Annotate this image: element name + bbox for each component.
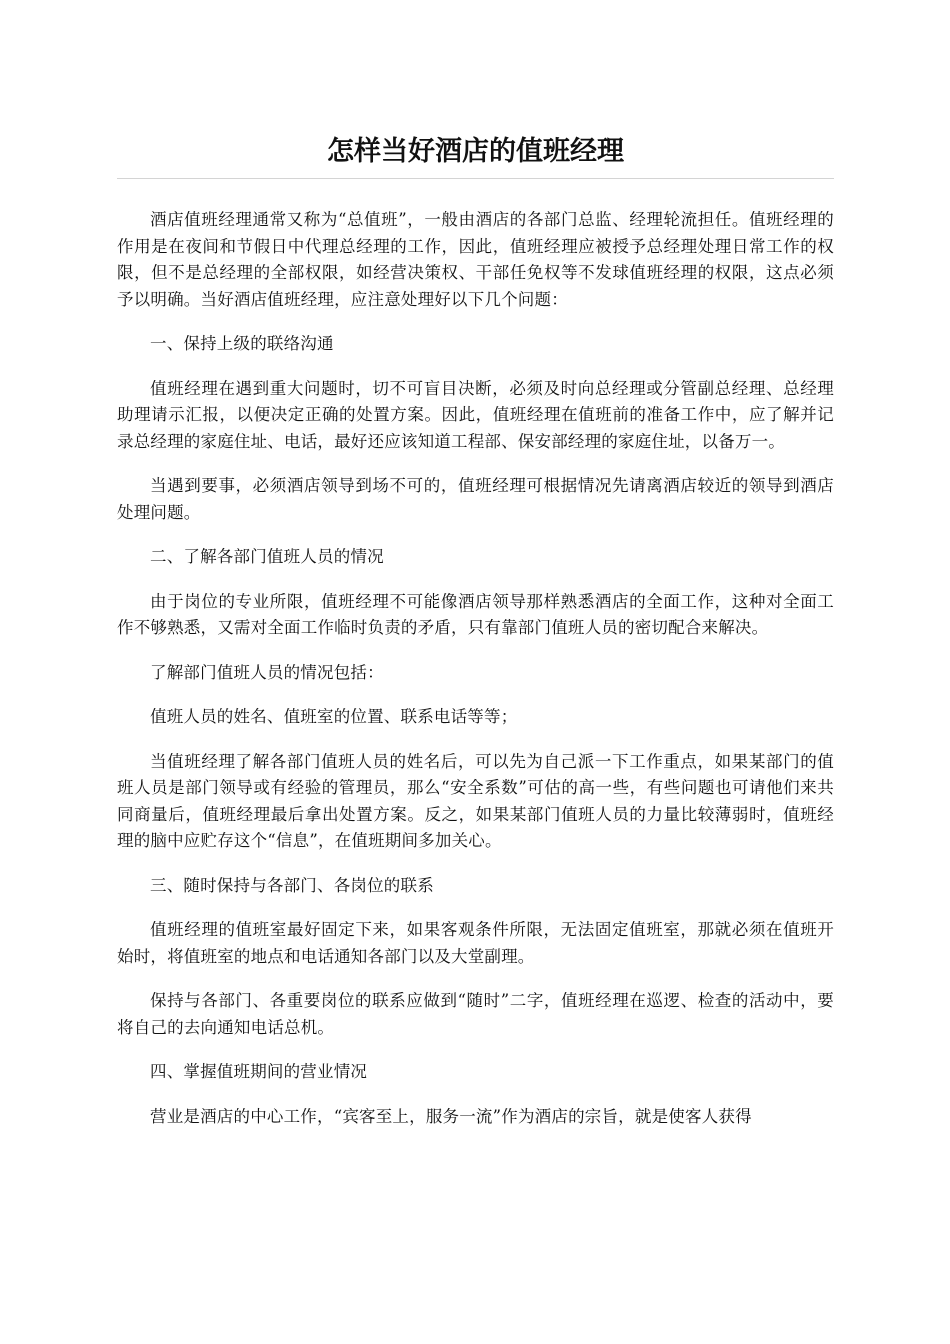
section-heading: 一、保持上级的联络沟通	[150, 334, 334, 353]
document-body	[117, 207, 834, 1130]
section-heading: 四、掌握值班期间的营业情况	[150, 1062, 368, 1081]
paragraph: 营业是酒店的中心工作，“宾客至上，服务一流”作为酒店的宗旨，就是使客人获得	[150, 1106, 752, 1126]
paragraph: 值班经理的值班室最好固定下来，如果客观条件所限，无法固定值班室，那就必须在值班开始时，将值班室的地点和电话通知各部门以及大堂副理。	[117, 920, 834, 966]
paragraph: 保持与各部门、各重要岗位的联系应做到“随时”二字，值班经理在巡逻、检查的活动中，要将自己的去向通知电话总机。	[117, 991, 834, 1037]
paragraph: 当值班经理了解各部门值班人员的姓名后，可以先为自己派一下工作重点，如果某部门的值班人员是部门领导或有经验的管理员，那么“安全系数”可估的高一些，有些问题也可请他们来共同商量后，值班经理最后拿出处置方案。反之，如果某部门值班人员的力量比较薄弱时，值班经理的脑中应贮存这个“信息”，在值班期间多加关心。	[117, 751, 834, 850]
section-heading: 二、了解各部门值班人员的情况	[150, 547, 384, 566]
paragraph: 值班人员的姓名、值班室的位置、联系电话等等；	[150, 707, 518, 726]
paragraph: 由于岗位的专业所限，值班经理不可能像酒店领导那样熟悉酒店的全面工作，这种对全面工作不够熟悉，又需对全面工作临时负责的矛盾，只有靠部门值班人员的密切配合来解决。	[117, 591, 834, 637]
paragraph: 值班经理在遇到重大问题时，切不可盲目决断，必须及时向总经理或分管副总经理、总经理助理请示汇报，以便决定正确的处置方案。因此，值班经理在值班前的准备工作中，应了解并记录总经理的家庭住址、电话，最好还应该知道工程部、保安部经理的家庭住址，以备万一。	[117, 378, 834, 451]
document-title: 怎样当好酒店的值班经理	[327, 136, 624, 167]
section-heading: 三、随时保持与各部门、各岗位的联系	[150, 875, 434, 895]
title-divider	[117, 178, 834, 179]
document-page	[117, 0, 834, 1148]
paragraph: 当遇到要事，必须酒店领导到场不可的，值班经理可根据情况先请离酒店较近的领导到酒店处理问题。	[117, 476, 834, 522]
paragraph: 酒店值班经理通常又称为“总值班”，一般由酒店的各部门总监、经理轮流担任。值班经理的作用是在夜间和节假日中代理总经理的工作，因此，值班经理应被授予总经理处理日常工作的权限，但不是总经理的全部权限，如经营决策权、干部任免权等不发球值班经理的权限，这点必须予以明确。当好酒店值班经理，应注意处理好以下几个问题：	[117, 210, 834, 309]
paragraph: 了解部门值班人员的情况包括：	[150, 662, 384, 682]
